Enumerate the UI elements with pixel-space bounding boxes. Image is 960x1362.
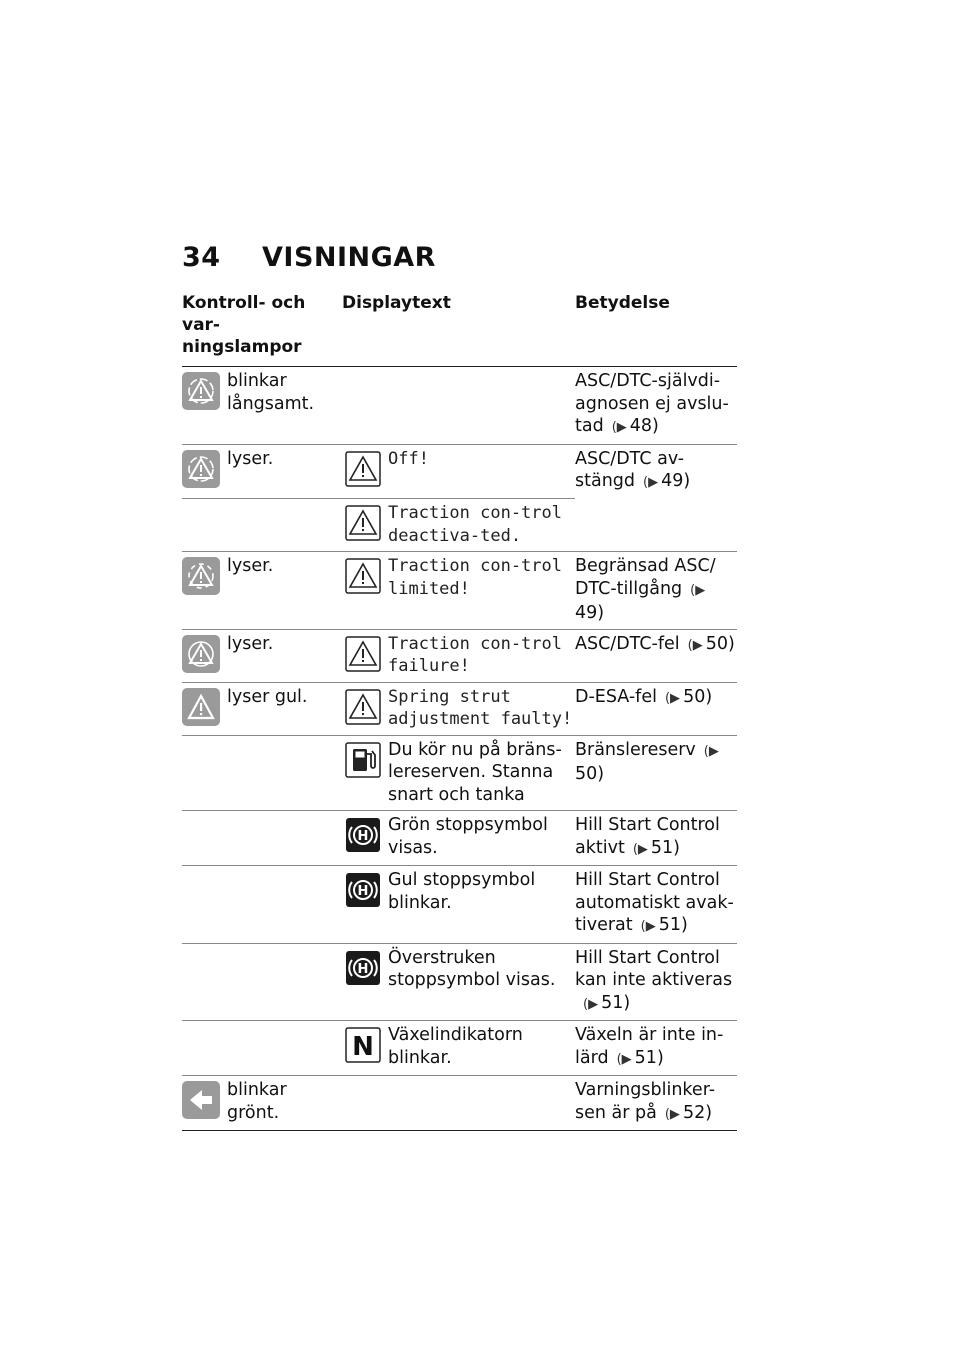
page-reference-arrow-icon: (▶ [687, 637, 703, 653]
meaning-cell [575, 682, 737, 735]
lamp-cell [182, 735, 342, 811]
display-cell [342, 629, 575, 682]
lamp-text: lyser. [227, 633, 274, 654]
hill-start-crossed-icon [344, 949, 382, 987]
warning-triangle-icon [344, 635, 382, 673]
display-cell [342, 444, 575, 499]
page-reference-arrow-icon: (▶ [664, 1106, 680, 1122]
display-text: Överstruken stoppsymbol visas. [388, 947, 556, 990]
page-reference-arrow-icon: (▶ [632, 841, 648, 857]
table-row [182, 682, 737, 735]
table-row [182, 367, 737, 445]
meaning-cell [575, 1021, 737, 1076]
page-reference-arrow-icon: (▶ [643, 475, 659, 490]
display-text: Spring strut adjustment faulty! [388, 686, 573, 729]
table-row [182, 1021, 737, 1076]
page-reference-link[interactable]: 49) [575, 603, 605, 623]
lamp-cell [182, 1021, 342, 1076]
page-number: 34 [182, 242, 221, 273]
table-row [182, 499, 737, 552]
asc-dtc-fault-icon [182, 635, 220, 673]
lamp-text: lyser. [227, 448, 274, 469]
meaning-text: Varningsblinker-sen är på [575, 1080, 716, 1123]
display-cell [342, 499, 575, 552]
table-header-row [182, 290, 737, 367]
lamp-cell [182, 943, 342, 1021]
warning-triangle-icon [344, 557, 382, 595]
page-reference-arrow-icon: (▶ [690, 582, 706, 598]
meaning-text: D-ESA-fel [575, 686, 657, 707]
meaning-text: Växeln är inte in-lärd [575, 1025, 724, 1068]
meaning-cell [575, 629, 737, 682]
display-cell [342, 943, 575, 1021]
lamp-cell [182, 1076, 342, 1131]
table-row [182, 866, 737, 944]
warning-triangle-icon [344, 688, 382, 726]
page-reference-link[interactable]: 51) [634, 1047, 664, 1068]
lamp-cell [182, 811, 342, 866]
meaning-text: Hill Start Control aktivt [575, 815, 720, 858]
lamp-text: blinkar långsamt. [227, 371, 315, 414]
display-cell [342, 552, 575, 630]
table-row [182, 811, 737, 866]
meaning-cell [575, 499, 737, 552]
meaning-text: Bränslereserv [575, 739, 696, 760]
asc-dtc-limited-icon [182, 557, 220, 595]
page-reference-link[interactable]: 51) [601, 992, 631, 1013]
table-row [182, 943, 737, 1021]
page-reference-arrow-icon: (▶ [703, 743, 719, 759]
lamp-text: blinkar grönt. [227, 1080, 287, 1123]
asc-dtc-warning-icon [182, 372, 220, 410]
general-warning-icon [182, 688, 220, 726]
display-text: Gul stoppsymbol blinkar. [388, 870, 536, 913]
display-text: Traction con-trol failure! [388, 633, 562, 676]
page-title: VISNINGAR [262, 242, 436, 273]
lamp-text: lyser gul. [227, 686, 308, 707]
header-meaning: Betydelse [575, 290, 737, 367]
svg-text:H: H [357, 961, 369, 977]
page-reference-arrow-icon: (▶ [664, 690, 681, 706]
meaning-cell [575, 1076, 737, 1131]
hill-start-icon [344, 816, 382, 854]
display-cell [342, 682, 575, 735]
table-row [182, 1076, 737, 1131]
meaning-text: ASC/DTC av-stängd [575, 448, 685, 491]
meaning-cell [575, 552, 737, 630]
display-text: Traction con-trol limited! [388, 556, 562, 599]
page-reference-arrow-icon: (▶ [583, 996, 599, 1012]
lamp-cell [182, 552, 342, 630]
warning-triangle-icon [344, 504, 382, 542]
meaning-cell [575, 866, 737, 944]
page-reference-link[interactable]: 50) [705, 633, 735, 654]
page-header [182, 242, 436, 273]
display-cell [342, 367, 575, 445]
meaning-cell [575, 735, 737, 811]
display-cell [342, 1076, 575, 1131]
meaning-text: Begränsad ASC/ DTC-tillgång [575, 556, 716, 599]
meaning-text: Hill Start Control automatiskt avak-tiverat [575, 870, 734, 935]
display-text: Traction con-trol deactiva-ted. [388, 503, 562, 546]
lamp-cell [182, 499, 342, 552]
meaning-text: ASC/DTC-självdi-agnosen ej avslu-tad [575, 371, 729, 436]
page-reference-link[interactable]: 51) [650, 837, 680, 858]
page-reference-link[interactable]: 51) [658, 915, 688, 935]
page-reference-link[interactable]: 49) [661, 471, 691, 491]
page-reference-arrow-icon: (▶ [640, 919, 656, 934]
table-row [182, 552, 737, 630]
svg-text:H: H [357, 829, 369, 844]
display-cell [342, 811, 575, 866]
warning-triangle-icon [344, 450, 382, 488]
asc-dtc-warning-icon [182, 450, 220, 488]
meaning-cell [575, 943, 737, 1021]
header-display: Displaytext [342, 290, 575, 367]
page-reference-link[interactable]: 52) [682, 1102, 713, 1123]
fuel-pump-icon [344, 741, 382, 779]
header-lamps: Kontroll- och var- ningslampor [182, 290, 342, 367]
display-text: Växelindikatorn blinkar. [388, 1025, 523, 1068]
meaning-text: Hill Start Control kan inte aktiveras [575, 947, 733, 990]
table-row [182, 735, 737, 811]
page-reference-link[interactable]: 48) [629, 416, 659, 436]
meaning-cell [575, 811, 737, 866]
display-cell [342, 735, 575, 811]
svg-text:H: H [357, 884, 369, 899]
page-reference-arrow-icon: (▶ [611, 420, 627, 435]
display-cell [342, 1021, 575, 1076]
lamp-cell [182, 629, 342, 682]
svg-text:N: N [352, 1032, 374, 1062]
lamp-text: lyser. [227, 556, 274, 576]
display-cell [342, 866, 575, 944]
indicator-table [182, 290, 737, 1131]
display-text: Off! [388, 448, 429, 469]
turn-signal-icon [182, 1081, 220, 1119]
lamp-cell [182, 866, 342, 944]
page-reference-link[interactable]: 50) [575, 764, 605, 784]
meaning-text: ASC/DTC-fel [575, 633, 680, 654]
lamp-cell [182, 444, 342, 499]
meaning-cell [575, 444, 737, 499]
lamp-cell [182, 367, 342, 445]
neutral-gear-icon [344, 1026, 382, 1064]
display-text: Du kör nu på bräns-lereserven. Stanna snart och tanka [388, 739, 562, 805]
display-text: Grön stoppsymbol visas. [388, 815, 548, 858]
page-reference-link[interactable]: 50) [683, 686, 713, 707]
table-row [182, 444, 737, 499]
meaning-cell [575, 367, 737, 445]
page-reference-arrow-icon: (▶ [616, 1051, 632, 1067]
lamp-cell [182, 682, 342, 735]
table-row [182, 629, 737, 682]
hill-start-icon [344, 871, 382, 909]
